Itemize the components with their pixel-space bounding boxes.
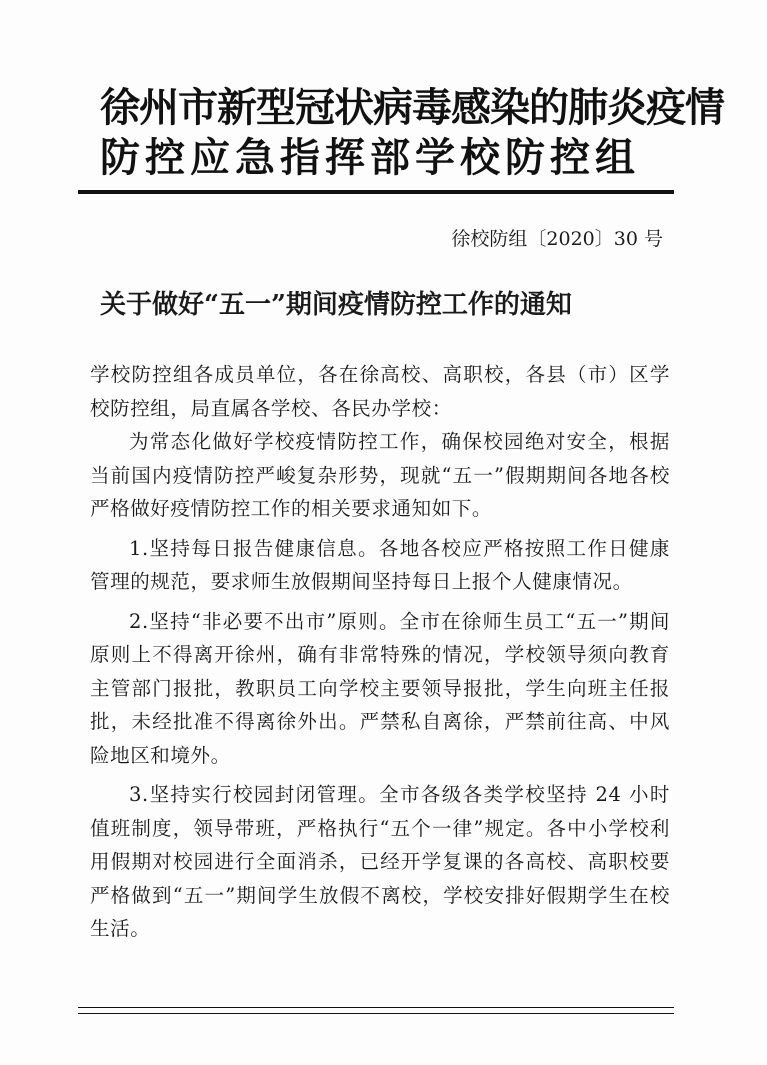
paragraph-item-3: 3.坚持实行校园封闭管理。全市各级各类学校坚持 24 小时值班制度，领导带班，严格执行“五个一律”规定。各中小学校利用假期对校园进行全面消杀，已经开学复课的各高校、高职校要严格做到“五一”期间学生放假不离校，学校安排好假期学生在校生活。	[90, 783, 670, 940]
footer-divider-top	[78, 1007, 674, 1008]
header-divider	[78, 190, 674, 194]
notice-body	[90, 358, 670, 946]
document-number: 徐校防组〔2020〕30 号	[451, 228, 663, 250]
issuing-authority-line-1: 徐州市新型冠状病毒感染的肺炎疫情	[100, 84, 724, 131]
paragraph-item-2: 2.坚持“非必要不出市”原则。全市在徐师生员工“五一”期间原则上不得离开徐州，确有非常特殊的情况，学校领导须向教育主管部门报批，教职员工向学校主要领导报批，学生向班主任报批，未经批准不得离徐外出。严禁私自离徐，严禁前往高、中风险地区和境外。	[90, 609, 670, 767]
paragraph-item-1: 1.坚持每日报告健康信息。各地各校应严格按照工作日健康管理的规范，要求师生放假期间坚持每日上报个人健康情况。	[90, 536, 670, 593]
salutation: 学校防控组各成员单位，各在徐高校、高职校，各县（市）区学校防控组，局直属各学校、各民办学校：	[90, 363, 670, 420]
issuing-authority-line-2: 防控应急指挥部学校防控组	[100, 134, 640, 181]
footer-divider-bottom	[78, 1013, 674, 1014]
notice-title: 关于做好“五一”期间疫情防控工作的通知	[100, 290, 572, 320]
paragraph-intro: 为常态化做好学校疫情防控工作，确保校园绝对安全，根据当前国内疫情防控严峻复杂形势，现就“五一”假期期间各地各校严格做好疫情防控工作的相关要求通知如下。	[90, 430, 670, 520]
